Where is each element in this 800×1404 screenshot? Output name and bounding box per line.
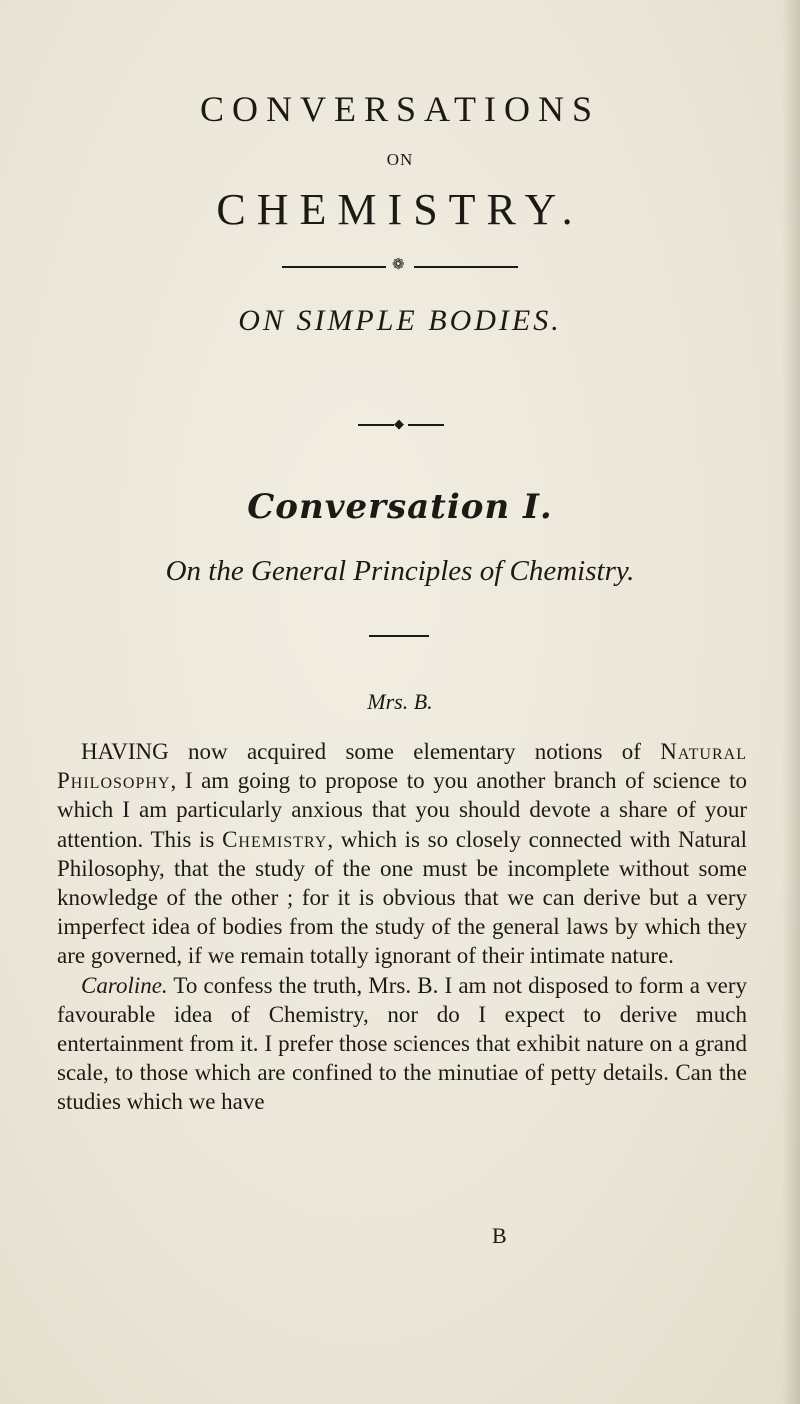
paragraph-1-part1: HAVING now acquired some elementary notions of (81, 739, 661, 764)
conversation-heading-text: Conversation I. (247, 487, 553, 527)
paragraph-2-text: To confess the truth, Mrs. B. I am not disposed to form a very favourable idea of Chemistry, nor do I expect to derive much entertainment from it. I prefer those sciences that exhibit nature on a grand scale, to those which are confined to the minutiae of petty details. Can the studies which we have (57, 972, 747, 1115)
speaker-caroline: Caroline. (81, 972, 168, 998)
conversation-subtitle: On the General Principles of Chemistry. (165, 555, 635, 587)
diamond-ornament-icon: ◆ (394, 416, 404, 431)
speaker-label: Mrs. B. (367, 689, 433, 714)
section-title: ON SIMPLE BODIES. (238, 304, 562, 337)
book-title-line2: CHEMISTRY. (216, 185, 584, 234)
paragraph-2 (57, 971, 747, 1117)
paragraph-1-part2: , I am going to propose to you another branch of science to which I am particularly anxious that you should devote a share of your attention. This is (57, 768, 747, 852)
book-title-line1: CONVERSATIONS (199, 89, 601, 129)
term-chemistry: Chemistry (222, 826, 328, 852)
body-text (57, 737, 747, 1117)
paragraph-1 (57, 737, 747, 971)
conversation-heading (0, 487, 800, 527)
signature-mark: B (492, 1223, 507, 1248)
ornament-glyph-icon: ❁ (392, 257, 405, 273)
paragraph-1-part3: , which is so closely connected with Natural Philosophy, that the study of the one must be incomplete without some knowledge of the other ; for it is obvious that we can derive but a very imperfect idea of bodies from the study of the general laws by which they are governed, if we remain totally ignorant of their intimate nature. (57, 826, 747, 969)
term-natural-philosophy: Natural Philosophy (57, 739, 747, 794)
book-title-on: ON (386, 150, 414, 169)
